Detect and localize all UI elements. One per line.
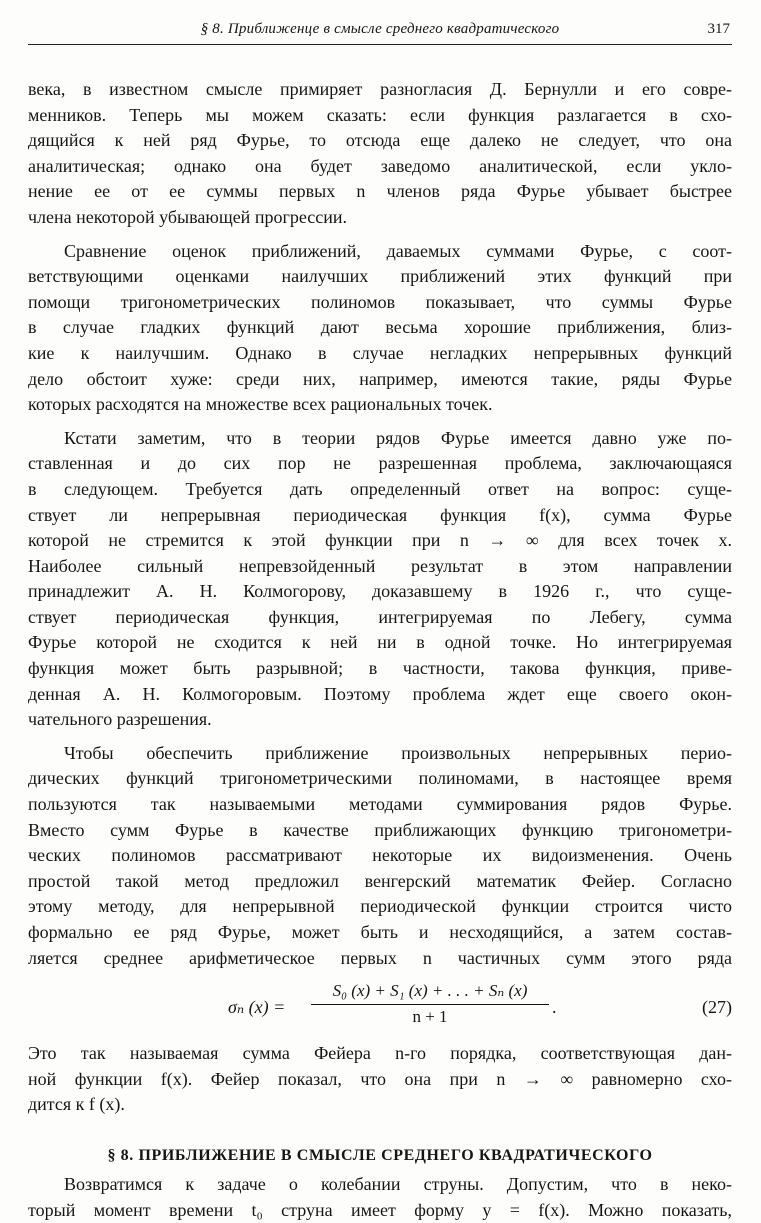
- paragraph-5: [28, 1041, 732, 1118]
- fraction-bar: [311, 1004, 549, 1005]
- text-line: ческих полиномов рассматривают некоторые их видоизменения. Очень: [28, 845, 732, 866]
- text-line: дится к f (x).: [28, 1094, 125, 1115]
- text-line: Наиболее сильный непревзойденный результат в этом направлении: [28, 555, 732, 576]
- text-line: Это так называемая сумма Фейера n-го порядка, соответствующая дан-: [28, 1043, 732, 1064]
- formula-numerator: S₀ (x) + S₁ (x) + . . . + Sₙ (x): [332, 981, 528, 1001]
- text-line: ставленная и до сих пор не разрешенная проблема, заключающаяся: [28, 453, 732, 474]
- formula-lhs: σₙ (x) =: [228, 997, 286, 1018]
- text-line: простой такой метод предложил венгерский математик Фейер. Согласно: [28, 870, 732, 891]
- text-line: ной функции f(x). Фейер показал, что она при n → ∞ равномерно схо-: [28, 1068, 732, 1089]
- page-number: 317: [707, 21, 730, 37]
- running-title: § 8. Приближенце в смысле среднего квадратического: [200, 21, 560, 37]
- text-line: аналитическая; однако она будет заведомо аналитической, если укло-: [28, 155, 732, 176]
- formula-27: [28, 977, 732, 1041]
- section-heading: § 8. ПРИБЛИЖЕНИЕ В СМЫСЛЕ СРЕДНЕГО КВАДРАТИЧЕСКОГО: [107, 1146, 653, 1164]
- text-line: денная А. Н. Колмогоровым. Поэтому проблема ждет еще своего окон-: [28, 683, 732, 704]
- equation-number: (27): [702, 997, 732, 1018]
- text-line: Фурье которой не сходится к ней ни в одной точке. Но интегрируемая: [28, 632, 732, 653]
- formula-fraction: [311, 979, 549, 1028]
- text-line: ветствующими оценками наилучших приближений этих функций при: [28, 266, 732, 287]
- text-line: Возвратимся к задаче о колебании струны. Допустим, что в неко-: [64, 1173, 732, 1194]
- text-line: помощи тригонометрических полиномов показывает, что суммы Фурье: [28, 291, 732, 312]
- text-line: чательного разрешения.: [28, 709, 212, 730]
- text-line: ствует ли непрерывная периодическая функция f(x), сумма Фурье: [28, 504, 732, 525]
- text-line: дических функций тригонометрическими полиномами, в настоящее время: [28, 768, 732, 789]
- paragraph-2: [28, 239, 732, 418]
- text-line: Чтобы обеспечить приближение произвольных непрерывных перио-: [64, 742, 732, 763]
- text-line: в следующем. Требуется дать определенный ответ на вопрос: суще-: [28, 478, 732, 499]
- paragraph-4: [28, 741, 732, 971]
- text-line: дело обстоит хуже: среди них, например, имеются такие, ряды Фурье: [28, 368, 732, 389]
- text-line: которых расходятся на множестве всех рациональных точек.: [28, 394, 493, 415]
- text-line: в случае гладких функций дают весьма хорошие приближения, близ-: [28, 317, 732, 338]
- section-paragraph: [28, 1172, 732, 1223]
- page: [28, 14, 732, 1223]
- text-line: которой не стремится к этой функции при n → ∞ для всех точек x.: [28, 530, 732, 551]
- text-line: функция может быть разрывной; в частности, такова функция, приве-: [28, 658, 732, 679]
- text-line: формально ее ряд Фурье, может быть и несходящийся, а затем состав-: [28, 922, 732, 942]
- text-line: Вместо сумм Фурье в качестве приближающих функцию тригонометри-: [28, 819, 732, 840]
- text-line: этому методу, для непрерывной периодической функции строится чисто: [28, 896, 732, 917]
- paragraph-1: [28, 77, 732, 231]
- text-line: века, в известном смысле примиряет разногласия Д. Бернулли и его совре-: [28, 79, 732, 99]
- text-line: кие к наилучшим. Однако в случае негладких непрерывных функций: [28, 342, 732, 363]
- text-line: дящийся к ней ряд Фурье, то отсюда еще далеко не следует, что она: [28, 130, 732, 151]
- text-line: Кстати заметим, что в теории рядов Фурье имеется давно уже по-: [64, 427, 732, 448]
- text-line: ствует периодическая функция, интегрируемая по Лебегу, сумма: [28, 606, 732, 627]
- text-line: ляется среднее арифметическое первых n частичных сумм этого ряда: [28, 947, 732, 968]
- running-header: [28, 14, 732, 45]
- formula-denominator: n + 1: [412, 1007, 448, 1027]
- text-line: Сравнение оценок приближений, даваемых суммами Фурье, с соот-: [64, 240, 732, 261]
- text-line: торый момент времени t₀ струна имеет форму y = f(x). Можно показать,: [28, 1199, 732, 1220]
- text-line: пользуются так называемыми методами суммирования рядов Фурье.: [28, 794, 732, 815]
- formula-dot: .: [552, 997, 557, 1018]
- paragraph-3: [28, 426, 732, 733]
- text-line: принадлежит А. Н. Колмогорову, доказавшему в 1926 г., что суще-: [28, 581, 732, 602]
- text-line: нение ее от ее суммы первых n членов ряда Фурье убывает быстрее: [28, 181, 732, 202]
- text-line: менников. Теперь мы можем сказать: если функция разлагается в схо-: [28, 104, 732, 125]
- text-line: члена некоторой убывающей прогрессии.: [28, 206, 348, 227]
